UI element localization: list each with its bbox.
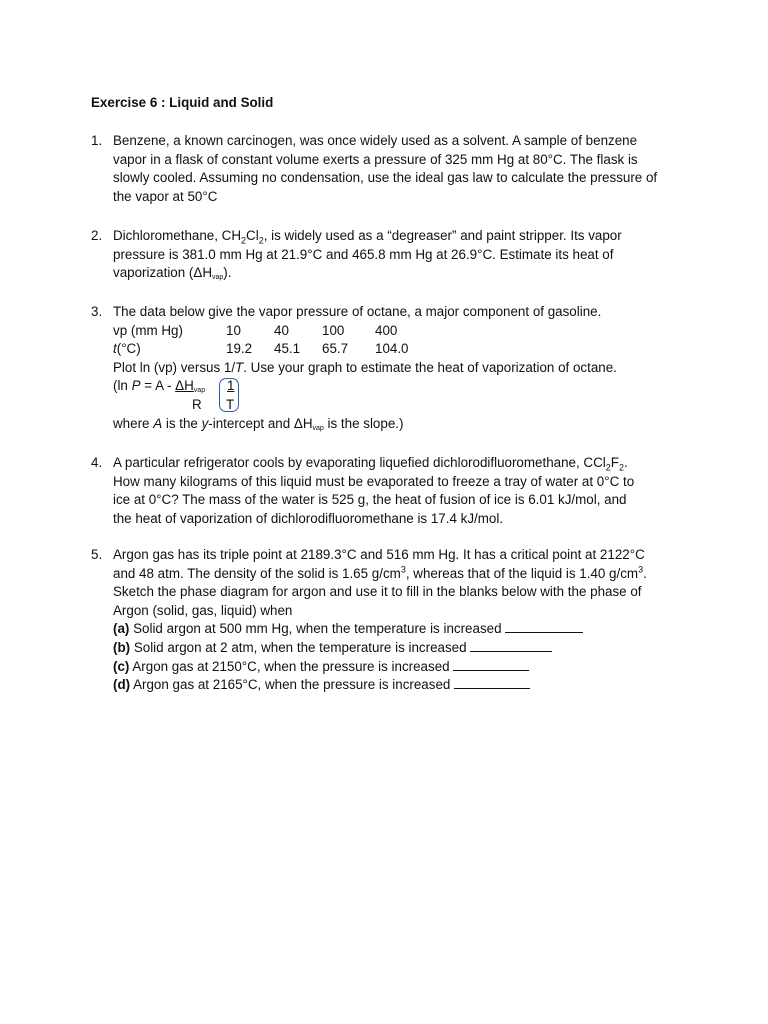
vapor-pressure-row: vp (mm Hg) 10 40 100 400 (113, 322, 398, 338)
answer-blank[interactable] (505, 620, 583, 633)
question-line: A particular refrigerator cools by evaporating liquefied dichlorodifluoromethane, $CCl_2F_2$. (113, 455, 628, 473)
question-line: Argon gas has its triple point at 2189.3°C and 516 mm Hg. It has a critical point at 2122°C (113, 547, 645, 562)
question-line: ice at 0°C? The mass of the water is 525 g, the heat of fusion of ice is 6.01 kJ/mol, and (113, 492, 627, 508)
question-number: 3. (91, 304, 103, 319)
question-line: Plot ln (vp) versus 1/T. Use your graph to estimate the heat of vaporization of octane. (113, 359, 617, 375)
question-3 (91, 303, 691, 433)
question-line: the vapor at 50°C (113, 188, 218, 204)
question-number: 5. (91, 547, 103, 562)
part-c: (c) Argon gas at 2150°C, when the pressure is increased (113, 658, 691, 677)
question-line: How many kilograms of this liquid must be evaporated to freeze a tray of water at 0°C to (113, 473, 635, 489)
question-4 (91, 454, 691, 528)
question-line: the heat of vaporization of dichlorodifluoromethane is 17.4 kJ/mol. (113, 510, 504, 526)
equation-denominator: R T (192, 396, 235, 412)
question-line: Benzene, a known carcinogen, was once widely used as a solvent. A sample of benzene (113, 133, 638, 148)
question-number: 4. (91, 455, 103, 470)
question-2 (91, 227, 691, 283)
question-line: and 48 atm. The density of the solid is 1.65 $g/cm^3$, whereas that of the liquid is 1.40 $g/cm^3$. (113, 564, 647, 581)
part-b: (b) Solid argon at 2 atm, when the temperature is increased (113, 639, 691, 658)
part-d: (d) Argon gas at 2165°C, when the pressure is increased (113, 676, 691, 695)
question-line: The data below give the vapor pressure of octane, a major component of gasoline. (113, 304, 602, 319)
question-line: Argon (solid, gas, liquid) when (113, 602, 293, 618)
answer-blank[interactable] (470, 639, 552, 652)
question-line: vaporization $(\Delta H_{vap})$. (113, 265, 232, 282)
question-line: Dichloromethane, $CH_2Cl_2$, is widely used as a “degreaser” and paint stripper. Its vapor (113, 228, 622, 246)
question-line: pressure is 381.0 mm Hg at 21.9°C and 465.8 mm Hg at 26.9°C. Estimate its heat of (113, 246, 614, 262)
exercise-title: Exercise 6 : Liquid and Solid (91, 95, 274, 110)
temperature-row: t(°C) 19.2 45.1 65.7 104.0 (113, 341, 409, 357)
answer-blank[interactable] (453, 658, 529, 671)
question-line: vapor in a flask of constant volume exerts a pressure of 325 mm Hg at 80°C. The flask is (113, 151, 638, 167)
question-number: 2. (91, 228, 103, 243)
question-5 (91, 546, 691, 695)
question-line: slowly cooled. Assuming no condensation, use the ideal gas law to calculate the pressure of (113, 170, 658, 186)
question-line: Sketch the phase diagram for argon and use it to fill in the blanks below with the phase of (113, 584, 642, 600)
answer-blank[interactable] (454, 676, 530, 689)
part-a: (a) Solid argon at 500 mm Hg, when the temperature is increased (113, 620, 691, 639)
question-number: 1. (91, 133, 103, 148)
question-1 (91, 132, 691, 206)
question-line: where A is the y-intercept and $\Delta H_{vap}$ is the slope.) (113, 415, 404, 432)
equation-line: (ln $P = A - \Delta H_{vap}$ 1 (113, 377, 691, 396)
